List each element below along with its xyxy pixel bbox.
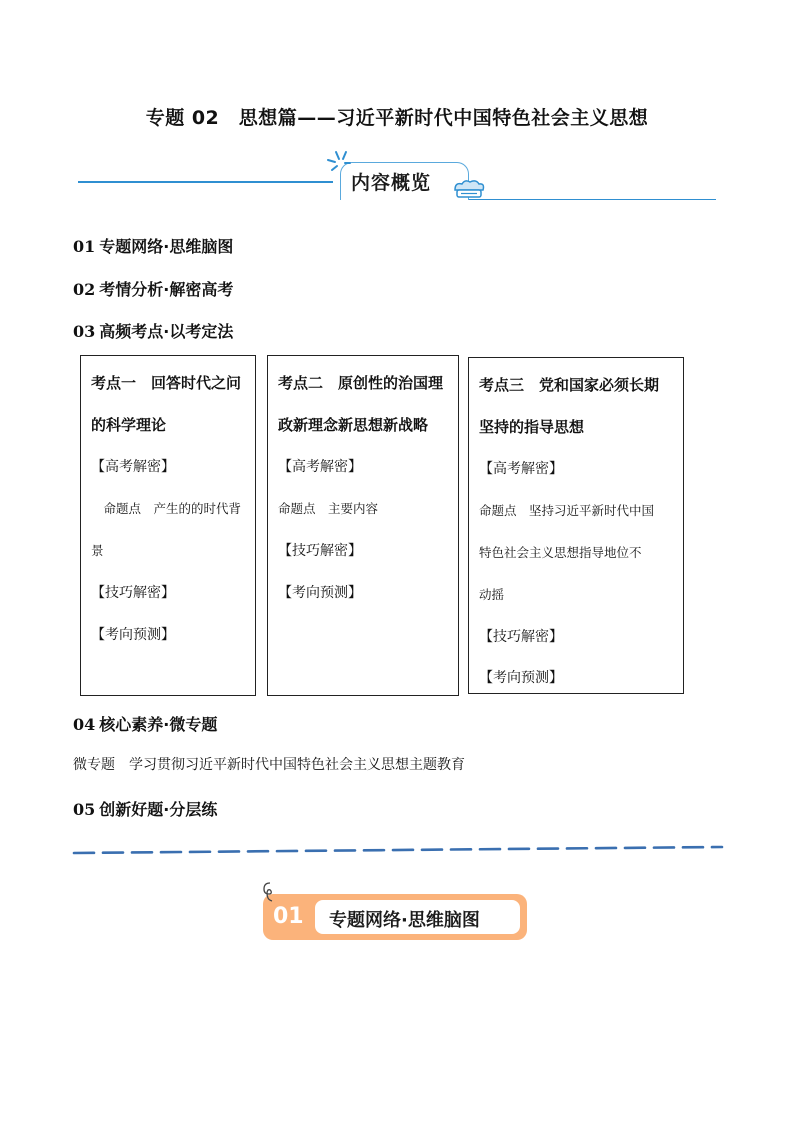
section-05: 05 创新好题·分层练 [73,800,218,819]
card-1-exam-decode: 【高考解密】 [91,459,175,475]
card-3-heading-line2: 坚持的指导思想 [479,418,585,436]
section-03: 03 高频考点·以考定法 [73,322,234,341]
overview-label: 内容概览 [351,172,432,194]
card-1-skill-decode: 【技巧解密】 [91,585,175,601]
page-title: 专题 02 思想篇——习近平新时代中国特色社会主义思想 [145,107,649,129]
card-2-proposition: 命题点 主要内容 [278,501,379,516]
card-2-heading-line1: 考点二 原创性的治国理 [278,374,444,392]
card-3-proposition: 命题点 坚持习近平新时代中国 [479,503,655,518]
card-2-exam-decode: 【高考解密】 [278,459,362,475]
card-3-heading-line1: 考点三 党和国家必须长期 [479,376,660,394]
card-topic-1 [80,355,256,696]
card-topic-2 [267,355,459,696]
banner-number: 01 [273,904,304,929]
card-3-exam-decode: 【高考解密】 [479,461,563,477]
card-2-heading-line2: 政新理念新思想新战略 [278,416,429,434]
card-1-heading-line1: 考点一 回答时代之问 [91,374,242,392]
cup-icon [452,178,486,200]
card-1-forecast: 【考向预测】 [91,627,175,643]
card-1-heading-line2: 的科学理论 [91,416,167,434]
overview-header [78,148,718,204]
overview-divider-left [78,181,333,183]
card-3-proposition-cont: 特色社会主义思想指导地位不 [479,545,642,560]
card-1-proposition-cont: 景 [91,543,104,558]
card-3-skill-decode: 【技巧解密】 [479,629,563,645]
section-02: 02 考情分析·解密高考 [73,280,234,299]
section-01: 01 专题网络·思维脑图 [73,237,234,256]
micro-topic: 微专题 学习贯彻习近平新时代中国特色社会主义思想主题教育 [73,757,465,773]
card-3-proposition-end: 动摇 [479,587,505,602]
card-3-forecast: 【考向预测】 [479,670,563,686]
dashed-divider [72,843,724,857]
card-2-forecast: 【考向预测】 [278,585,362,601]
card-topic-3 [468,357,684,694]
section-04: 04 核心素养·微专题 [73,715,218,734]
banner-title: 专题网络·思维脑图 [329,910,480,931]
card-2-skill-decode: 【技巧解密】 [278,543,362,559]
card-1-proposition: 命题点 产生的的时代背 [91,501,242,516]
curl-icon [259,880,281,902]
section-banner [259,880,529,942]
